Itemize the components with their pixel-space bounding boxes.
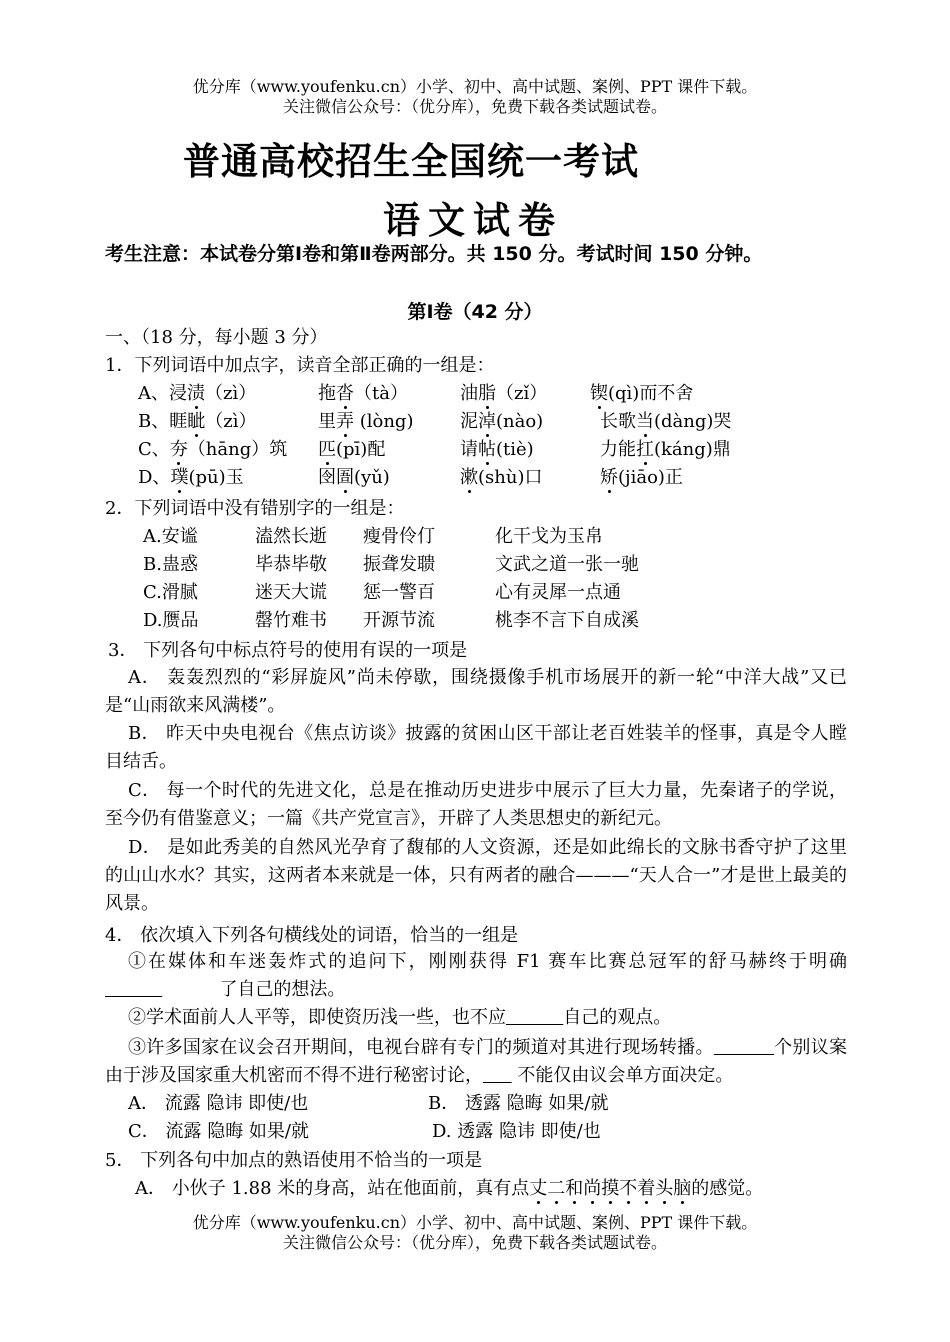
q1-c-2: 匹(pī)配 [318, 439, 386, 460]
q2-cell: 开源节流 [363, 610, 435, 631]
q2-cell: B.蛊惑 [143, 554, 198, 575]
q1-a-1: A、浸渍（zì） [138, 383, 257, 404]
q5-stem: 5． 下列各句中加点的熟语使用不恰当的一项是 [105, 1150, 483, 1171]
q4-s3-text-mid: 个别议案由于涉及国家重大机密而不得不进行秘密讨论， [105, 1037, 847, 1086]
q4-s2-text: ②学术面前人人平等，即使资历浅一些，也不应 [128, 1007, 506, 1028]
q1-d-2: 囹圄(yǔ) [318, 467, 390, 488]
q1-d-3: 漱(shù)口 [460, 467, 543, 488]
q1-d-4: 矫(jiāo)正 [600, 467, 683, 488]
q1-a-4: 锲(qì)而不舍 [590, 383, 694, 404]
dotted-char: 不 [619, 1178, 638, 1199]
dotted-char: 和 [565, 1178, 584, 1199]
exam-notice: 考生注意：本试卷分第Ⅰ卷和第Ⅱ卷两部分。共 150 分。考试时间 150 分钟。 [105, 243, 763, 265]
q3-option-b: B． 昨天中央电视台《焦点访谈》披露的贫困山区干部让老百姓装羊的怪事，真是令人瞠目结舌。 [105, 723, 847, 772]
q1-b-2: 里弄 (lòng) [318, 411, 414, 432]
dotted-char: 摸 [601, 1178, 620, 1199]
blank [506, 1007, 563, 1028]
blank [483, 1065, 512, 1086]
q1-b-1: B、睚眦（zì） [138, 411, 257, 432]
dotted-char: 着 [637, 1178, 656, 1199]
q5-a-text-end: 的感觉。 [691, 1178, 764, 1199]
q1-b-3: 泥淖(nào) [460, 411, 544, 432]
q3-stem: 3． 下列各句中标点符号的使用有误的一项是 [108, 640, 468, 661]
q4-sentence-2 [105, 1004, 847, 1032]
dotted-char: 丈 [529, 1178, 548, 1199]
dotted-char: 二 [547, 1178, 566, 1199]
q2-cell: 瘦骨伶仃 [363, 526, 435, 547]
q1-b-4: 长歌当(dàng)哭 [600, 411, 732, 432]
q5-a-dotted-idiom [529, 1178, 691, 1199]
q2-cell: 迷天大谎 [255, 582, 327, 603]
exam-title: 普通高校招生全国统一考试 [183, 140, 639, 183]
q3-option-d: D． 是如此秀美的自然风光孕育了馥郁的人文资源，还是如此绵长的文脉书香守护了这里的山山水水？其实，这两者本来就是一体，只有两者的融合———“天人合一”才是世上最美的风景。 [105, 837, 847, 914]
q2-cell: D.赝品 [143, 610, 199, 631]
q2-stem: 2．下列词语中没有错别字的一组是： [105, 498, 405, 519]
q4-stem: 4． 依次填入下列各句横线处的词语，恰当的一组是 [105, 925, 519, 946]
q1-a-3: 油脂（zǐ） [460, 383, 548, 404]
q2-cell: 惩一警百 [363, 582, 435, 603]
q2-cell: 溘然长逝 [255, 526, 327, 547]
q1-c-4: 力能扛(káng)鼎 [600, 439, 731, 460]
q5-option-a [135, 1177, 763, 1201]
dotted-char: 头 [655, 1178, 674, 1199]
dotted-char: 尚 [583, 1178, 602, 1199]
q2-cell: A.安谧 [143, 526, 198, 547]
q1-d-1: D、璞(pū)玉 [138, 467, 244, 488]
q4-option-a: A． 流露 隐讳 即使/也 [128, 1093, 309, 1114]
q2-cell: C.滑腻 [143, 582, 198, 603]
q5-a-text: A． 小伙子 1.88 米的身高，站在他面前，真有点 [135, 1178, 530, 1199]
footer-line-2: 关注微信公众号：（优分库），免费下载各类试题试卷。 [282, 1233, 667, 1252]
q3-option-c: C． 每一个时代的先进文化，总是在推动历史进步中展示了巨大力量，先秦诸子的学说，至今仍有借鉴意义；一篇《共产党宣言》，开辟了人类思想史的新纪元。 [105, 780, 847, 829]
q4-s1-text-end: 了自己的想法。 [219, 979, 346, 1000]
q1-c-1: C、夯（hāng）筑 [138, 439, 288, 460]
q2-cell: 罄竹难书 [255, 610, 327, 631]
q4-s2-text-end: 自己的观点。 [563, 1007, 672, 1028]
q2-cell: 毕恭毕敬 [255, 554, 327, 575]
q2-cell: 振聋发聩 [363, 554, 435, 575]
q4-s3-text-end: 不能仅由议会单方面决定。 [511, 1065, 734, 1086]
exam-subtitle: 语文试卷 [383, 199, 563, 242]
q1-a-2: 拖沓（tà） [318, 383, 408, 404]
q4-s3-text: ③许多国家在议会召开期间，电视台辟有专门的频道对其进行现场转播。 [128, 1037, 714, 1058]
header-line-1: 优分库（www.youfenku.cn）小学、初中、高中试题、案例、PPT 课件下载。 [192, 77, 758, 96]
blank [105, 979, 162, 1000]
q2-cell: 文武之道一张一驰 [495, 554, 639, 575]
q4-option-c: C． 流露 隐晦 如果/就 [128, 1121, 310, 1142]
part-one-heading: 一、（18 分，每小题 3 分） [105, 327, 328, 348]
q1-stem: 1．下列词语中加点字，读音全部正确的一组是： [105, 355, 495, 376]
q4-option-b: B． 透露 隐晦 如果/就 [428, 1093, 609, 1114]
q2-cell: 化干戈为玉帛 [495, 526, 603, 547]
header-line-2: 关注微信公众号：（优分库），免费下载各类试题试卷。 [282, 97, 667, 116]
q4-sentence-1 [105, 948, 847, 1004]
footer-line-1: 优分库（www.youfenku.cn）小学、初中、高中试题、案例、PPT 课件下载。 [192, 1213, 758, 1232]
section-title: 第Ⅰ卷（42 分） [407, 301, 543, 323]
q2-cell: 桃李不言下自成溪 [495, 610, 639, 631]
q2-cell: 心有灵犀一点通 [495, 582, 621, 603]
q4-s1-text: ①在媒体和车迷轰炸式的追问下，刚刚获得 F1 赛车比赛总冠军的舒马赫终于明确 [128, 951, 847, 972]
blank [714, 1037, 774, 1058]
dotted-char: 脑 [673, 1178, 692, 1199]
q4-option-d: D. 透露 隐讳 即使/也 [432, 1121, 601, 1142]
q3-option-a: A． 轰轰烈烈的“彩屏旋风”尚未停歇，围绕摄像手机市场展开的新一轮“中洋大战”又已是“山雨欲来风满楼”。 [105, 667, 847, 716]
q1-c-3: 请帖(tiè) [460, 439, 534, 460]
q4-sentence-3 [105, 1034, 847, 1090]
